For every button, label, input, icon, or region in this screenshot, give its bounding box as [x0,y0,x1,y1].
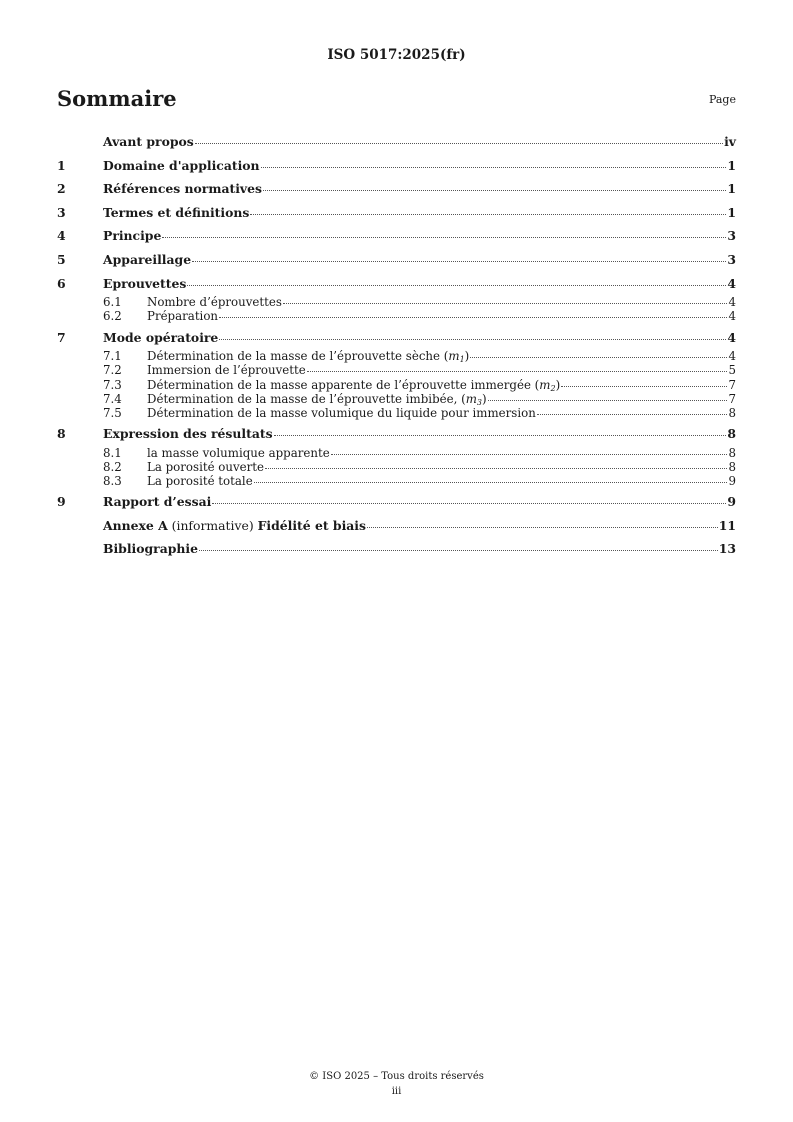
toc-page-number: 9 [727,494,736,510]
toc-page-number: 4 [728,309,736,324]
toc-subentry[interactable] [57,295,736,309]
toc-number: 7.5 [103,405,122,420]
toc-entry[interactable] [57,514,736,538]
toc-page-number: 8 [727,426,736,442]
toc-number: 6.2 [103,309,122,324]
toc-subentry[interactable] [57,406,736,420]
dot-leader [470,357,727,358]
toc-entry[interactable] [57,248,736,272]
dot-leader [219,339,726,340]
page-column-label: Page [708,93,736,106]
dot-leader [488,400,728,401]
toc-subentry[interactable] [57,446,736,460]
toc-label: Détermination de la masse de l’éprouvette imbibée, $(m_3)$ [147,391,487,407]
toc-entry[interactable] [57,422,736,446]
dot-leader [263,190,726,191]
toc-label: La porosité totale [147,474,253,489]
dot-leader [219,317,727,318]
toc-entry[interactable] [57,154,736,178]
dot-leader [561,386,727,387]
toc-label: La porosité ouverte [147,459,265,474]
dot-leader [367,527,718,528]
toc-page-number: 5 [728,363,736,378]
page-number: iii [391,1086,402,1097]
toc-label: Immersion de l’éprouvette [147,363,306,378]
toc-page-number: 13 [718,541,736,557]
toc-subentry[interactable] [57,474,736,488]
toc-entry[interactable] [57,490,736,514]
dot-leader [265,468,727,469]
toc-number: 7.1 [103,349,122,364]
toc-page-number: 3 [727,228,736,244]
toc-number: 4 [57,228,66,244]
toc-entry[interactable] [57,177,736,201]
dot-leader [250,214,726,215]
toc-number: 5 [57,251,66,267]
toc-label: Domaine d'application [103,157,260,173]
toc-subentry[interactable] [57,349,736,363]
dot-leader [254,482,728,483]
dot-leader [199,550,718,551]
toc-number: 8.3 [103,474,122,489]
dot-leader [261,167,727,168]
toc-label: Eprouvettes [103,275,187,291]
toc-subentry[interactable] [57,378,736,392]
toc-label: Nombre d’éprouvettes [147,295,282,310]
toc-number: 9 [57,494,66,510]
toc-label: la masse volumique apparente [147,445,330,460]
title-row [57,86,736,116]
toc-entry[interactable] [57,224,736,248]
toc-subentry[interactable] [57,363,736,377]
table-of-contents [57,130,736,561]
dot-leader [212,503,726,504]
page-footer [0,1069,793,1099]
dot-leader [162,237,726,238]
toc-page-number: 3 [727,251,736,267]
toc-number: 7 [57,329,66,345]
toc-number: 2 [57,181,66,197]
document-id-header: ISO 5017:2025(fr) [327,47,466,63]
dot-leader [283,303,728,304]
toc-number: 7.3 [103,377,122,392]
toc-label: Références normatives [103,181,262,197]
toc-page-number: 9 [728,474,736,489]
toc-entry[interactable] [57,537,736,561]
page-title: Sommaire [57,86,177,111]
toc-number: 6.1 [103,295,122,310]
toc-label: Rapport d’essai [103,494,212,510]
toc-entry[interactable] [57,326,736,350]
toc-page-number: 1 [727,157,736,173]
dot-leader [537,414,728,415]
dot-leader [195,143,723,144]
toc-page-number: 4 [728,295,736,310]
toc-entry[interactable] [57,201,736,225]
dot-leader [307,371,728,372]
toc-number: 1 [57,157,66,173]
dot-leader [192,261,726,262]
toc-number: 7.2 [103,363,122,378]
toc-label: Avant propos [103,134,194,149]
toc-label: Expression des résultats [103,426,273,442]
toc-subentry[interactable] [57,460,736,474]
toc-number: 8.2 [103,459,122,474]
toc-page-number: 11 [718,517,736,533]
toc-page-number: 8 [728,405,736,420]
toc-page-number: 4 [727,329,736,345]
copyright-notice: © ISO 2025 – Tous droits réservés [309,1071,484,1082]
toc-page-number: 1 [727,181,736,197]
toc-page-number: 8 [728,445,736,460]
toc-page-number: 1 [727,204,736,220]
toc-label: Détermination de la masse apparente de l’éprouvette immergée $(m_2)$ [147,377,561,393]
dot-leader [274,435,727,436]
toc-label: Principe [103,228,162,244]
toc-label: Annexe A (informative) Fidélité et biais [103,517,366,533]
toc-page-number: 8 [728,459,736,474]
toc-subentry[interactable] [57,392,736,406]
toc-number: 6 [57,275,66,291]
toc-subentry[interactable] [57,309,736,323]
toc-label: Appareillage [103,251,192,267]
toc-entry[interactable] [57,272,736,296]
toc-label: Bibliographie [103,541,199,557]
dot-leader [187,285,726,286]
toc-page-number: 4 [728,349,736,364]
toc-number: 7.4 [103,391,122,406]
toc-label: Détermination de la masse volumique du liquide pour immersion [147,405,536,420]
toc-entry[interactable] [57,130,736,154]
toc-page-number: iv [724,134,736,149]
toc-label: Préparation [147,309,219,324]
toc-page-number: 7 [728,391,736,406]
toc-number: 8.1 [103,445,122,460]
dot-leader [331,454,728,455]
toc-label: Termes et définitions [103,204,250,220]
toc-page-number: 7 [728,377,736,392]
toc-label: Mode opératoire [103,329,219,345]
toc-number: 8 [57,426,66,442]
toc-number: 3 [57,204,66,220]
toc-page-number: 4 [727,275,736,291]
toc-label: Détermination de la masse de l’éprouvette sèche $(m_1)$ [147,349,470,365]
